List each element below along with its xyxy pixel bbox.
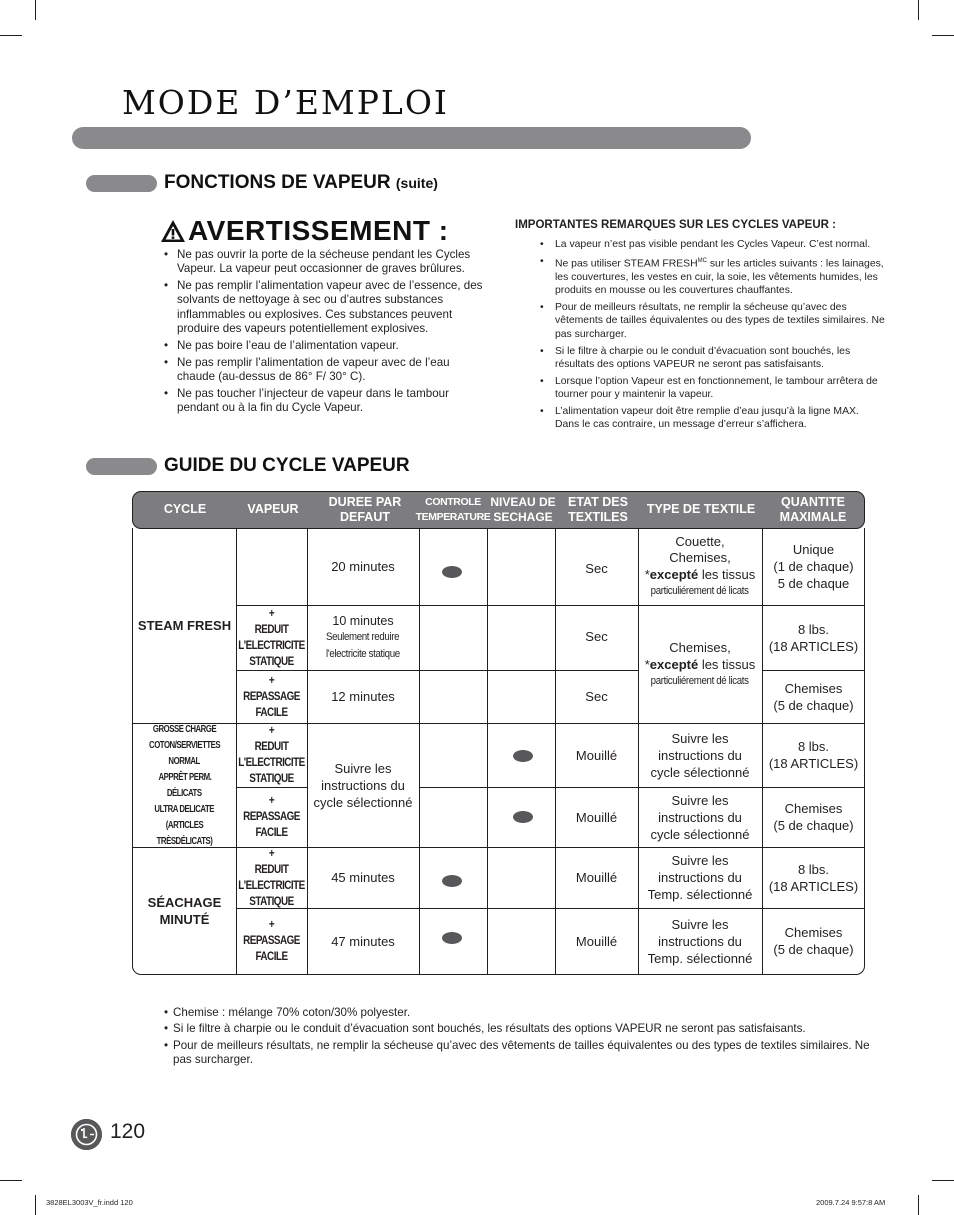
temperature-control-dot xyxy=(442,932,462,944)
vapeur-line: L'ELECTRICITE xyxy=(238,639,305,652)
type-asterisk: * xyxy=(644,566,650,582)
type-suivre-cycle xyxy=(638,787,762,847)
crop-mark xyxy=(35,1195,36,1215)
cycle-line: SÉACHAGE xyxy=(147,895,222,910)
etat-mouille: Mouillé xyxy=(575,809,618,825)
type-line: instructions du xyxy=(658,809,742,825)
temperature-control-dot xyxy=(442,875,462,887)
list-item: • Lorsque l’option Vapeur est en fonctionnement, le tambour arrêtera de tourner pour y maintenir la vapeur. xyxy=(515,375,885,402)
header-quantite xyxy=(763,492,863,527)
cycle-sechage-minute xyxy=(133,848,236,974)
duree-47-minutes: 47 minutes xyxy=(331,933,395,949)
duree-line: l'electricite statique xyxy=(326,647,400,660)
list-item: • L’alimentation vapeur doit être remplie d’eau jusqu’à la ligne MAX. Dans le cas contraire, un message d’erreur s’affichera. xyxy=(515,405,885,432)
type-line: Temp. sélectionné xyxy=(647,887,753,902)
warning-list xyxy=(160,248,490,416)
list-item: • Si le filtre à charpie ou le conduit d’évacuation sont bouchés, les résultats des options VAPEUR ne seront pas satisfaisants. xyxy=(160,1022,880,1036)
section-title-fonctions xyxy=(164,172,438,194)
type-line xyxy=(645,656,756,673)
header-line: CONTROLE xyxy=(425,495,481,508)
vapeur-repassage-facile xyxy=(241,670,302,723)
crop-mark xyxy=(932,35,954,36)
type-line: Chemises, xyxy=(669,550,731,565)
crop-mark xyxy=(35,0,36,20)
type-suivre-cycle xyxy=(638,723,762,787)
quantite-line: (1 de chaque) xyxy=(773,559,854,574)
header-controle xyxy=(416,492,490,527)
type-suivre-temp xyxy=(638,847,762,908)
vapeur-line: + xyxy=(268,795,275,807)
duree-line: Seulement reduire xyxy=(326,631,400,644)
section-pill xyxy=(86,175,157,192)
list-item: • Ne pas boire l’eau de l’alimentation vapeur. xyxy=(160,339,490,353)
type-line: Suivre les xyxy=(671,730,729,746)
cycle-line: APPRÊT PERM. xyxy=(158,771,211,783)
etat-mouille: Mouillé xyxy=(575,870,618,885)
cycle-line: COTON/SERVIETTES xyxy=(148,739,221,751)
title-underline-bar xyxy=(72,127,751,149)
cycle-grosse-charge xyxy=(133,724,236,847)
vapeur-line: L'ELECTRICITE xyxy=(238,757,305,769)
vapeur-line: FACILE xyxy=(255,706,288,719)
quantite-8-lbs xyxy=(762,847,865,908)
header-line: DUREE PAR xyxy=(328,494,402,509)
quantite-line: 8 lbs. xyxy=(797,739,830,754)
type-line: Suivre les xyxy=(671,853,729,868)
quantite-line: 8 lbs. xyxy=(797,861,830,877)
type-suivre-temp xyxy=(638,908,762,974)
duree-45-minutes: 45 minutes xyxy=(331,870,395,885)
note-text: Ne pas utiliser STEAM FRESH xyxy=(555,258,698,270)
section-title-text: FONCTIONS DE VAPEUR xyxy=(164,172,391,193)
duree-20-minutes: 20 minutes xyxy=(331,559,395,574)
vapeur-reduit-electricite xyxy=(238,847,305,908)
cycle-line: DÉLICATS xyxy=(167,787,202,799)
type-line: instructions du xyxy=(658,933,742,949)
quantite-line: Chemises xyxy=(784,801,843,816)
quantite-8-lbs xyxy=(762,605,865,670)
type-chemises xyxy=(638,605,762,723)
note-text: sur les articles suivants : les lainages, les couvertures, les vestes en cuir, la soie, les vêtements humides, les produits en mousse ou les couvertures chauffantes. xyxy=(555,258,884,297)
header-line: DEFAUT xyxy=(340,509,390,524)
etat-mouille: Mouillé xyxy=(575,933,618,949)
type-line: Chemises, xyxy=(669,639,731,655)
print-slug-file: 3828EL3003V_fr.indd 120 xyxy=(46,1198,133,1207)
vapeur-line: + xyxy=(268,674,275,687)
type-asterisk: * xyxy=(644,656,650,672)
type-text: les tissus xyxy=(698,566,756,582)
vapeur-line: STATIQUE xyxy=(249,895,294,908)
type-excepte: excepté xyxy=(649,656,699,672)
crop-mark xyxy=(918,0,919,20)
duree-10-minutes xyxy=(307,605,419,670)
quantite-8-lbs xyxy=(762,723,865,787)
type-line: Temp. sélectionné xyxy=(647,950,753,966)
vapeur-line: STATIQUE xyxy=(249,655,294,668)
type-line: Suivre les xyxy=(671,792,729,808)
list-item: • La vapeur n’est pas visible pendant les Cycles Vapeur. C’est normal. xyxy=(515,238,885,252)
list-item: • Pour de meilleurs résultats, ne remplir la sécheuse qu’avec des vêtements de tailles équivalentes ou des types de textiles similaires. Ne pas surcharger. xyxy=(515,301,885,342)
duree-line: cycle sélectionné xyxy=(313,794,413,810)
warning-title xyxy=(160,214,490,248)
section-title-guide: GUIDE DU CYCLE VAPEUR xyxy=(164,455,410,476)
duree-line: instructions du xyxy=(321,777,405,793)
quantite-line: (18 ARTICLES) xyxy=(768,756,859,771)
vapeur-line: REPASSAGE xyxy=(243,690,300,703)
list-item: • Si le filtre à charpie ou le conduit d’évacuation sont bouchés, les résultats des options VAPEUR ne seront pas satisfaisants. xyxy=(515,345,885,372)
vapeur-line: L'ELECTRICITE xyxy=(238,879,305,892)
header-vapeur: VAPEUR xyxy=(247,502,299,516)
type-line: particuliérement dé licats xyxy=(651,674,749,687)
type-line: Suivre les xyxy=(671,916,729,932)
header-type: TYPE DE TEXTILE xyxy=(646,502,756,516)
type-line: particuliérement dé licats xyxy=(651,585,749,597)
drying-level-dot xyxy=(513,811,533,823)
list-item xyxy=(515,255,885,298)
header-line: TEMPERATURE xyxy=(415,510,491,523)
type-line: instructions du xyxy=(658,870,742,885)
duree-suivre-instructions xyxy=(307,723,419,847)
quantite-line: (5 de chaque) xyxy=(773,697,854,713)
duree-line: 10 minutes xyxy=(332,613,394,628)
drying-level-dot xyxy=(513,750,533,762)
list-item: • Pour de meilleurs résultats, ne remplir la sécheuse qu’avec des vêtements de tailles équivalentes ou des types de textiles similaires. Ne pas surcharger. xyxy=(160,1039,880,1068)
header-line: MAXIMALE xyxy=(779,509,847,524)
footer-list xyxy=(160,1006,880,1067)
cycle-line: NORMAL xyxy=(168,755,201,767)
quantite-line: (18 ARTICLES) xyxy=(768,878,859,894)
vapeur-reduit-electricite xyxy=(238,605,305,670)
vapeur-line: FACILE xyxy=(255,827,288,839)
quantite-line: (5 de chaque) xyxy=(773,818,854,833)
header-line: TEXTILES xyxy=(568,509,628,524)
section-pill xyxy=(86,458,157,475)
vapeur-line: + xyxy=(268,725,275,737)
quantite-line: 8 lbs. xyxy=(797,621,830,637)
quantite-chemises xyxy=(762,670,865,723)
header-line: QUANTITE xyxy=(781,494,845,509)
warning-title-text: AVERTISSEMENT : xyxy=(188,215,449,246)
temperature-control-dot xyxy=(442,566,462,578)
steam-cycle-table xyxy=(132,528,865,975)
vapeur-line: STATIQUE xyxy=(249,773,294,785)
vapeur-repassage-facile xyxy=(241,908,302,974)
cycle-steam-fresh: STEAM FRESH xyxy=(137,618,232,633)
header-line: NIVEAU DE xyxy=(490,494,556,509)
type-line: cycle sélectionné xyxy=(650,764,750,780)
vapeur-line: + xyxy=(268,919,275,931)
vapeur-line: FACILE xyxy=(255,951,288,963)
header-cycle: CYCLE xyxy=(163,502,207,516)
quantite-line: (18 ARTICLES) xyxy=(768,638,859,654)
trademark-sup: MC xyxy=(697,257,707,264)
cycle-line: MINUTÉ xyxy=(159,912,210,927)
crop-mark xyxy=(932,1180,954,1181)
quantite-unique xyxy=(762,528,865,605)
list-item: • Ne pas toucher l’injecteur de vapeur dans le tambour pendant ou à la fin du Cycle Vapeur. xyxy=(160,387,490,416)
cycle-line: GROSSE CHARGE xyxy=(152,723,217,735)
quantite-line: (5 de chaque) xyxy=(773,942,854,957)
list-item: • Ne pas remplir l’alimentation vapeur avec de l’essence, des solvants de nettoyage à sec ou d’autres substances inflammables ou explosives. Ces substances peuvent produire des vapeurs potentiellement explosives. xyxy=(160,279,490,336)
header-etat xyxy=(556,492,640,527)
etat-sec: Sec xyxy=(585,628,608,644)
vapeur-reduit-electricite xyxy=(238,723,305,787)
vapeur-line: REDUIT xyxy=(254,741,289,753)
duree-12-minutes: 12 minutes xyxy=(331,689,395,704)
table-header xyxy=(132,491,865,529)
vapeur-line: REPASSAGE xyxy=(243,811,300,823)
list-item: • Chemise : mélange 70% coton/30% polyester. xyxy=(160,1006,880,1020)
warning-block xyxy=(160,214,490,418)
footer-notes xyxy=(160,1006,880,1069)
type-line: instructions du xyxy=(658,747,742,763)
etat-sec: Sec xyxy=(585,689,608,704)
type-line xyxy=(645,567,756,584)
section-title-suffix: (suite) xyxy=(395,175,438,191)
duree-line: Suivre les xyxy=(334,760,392,776)
header-niveau xyxy=(488,492,558,527)
type-line: Couette, xyxy=(675,533,725,549)
quantite-line: Unique xyxy=(792,542,835,557)
quantite-line: Chemises xyxy=(784,680,843,696)
lg-logo-icon xyxy=(71,1119,102,1150)
vapeur-line: + xyxy=(268,607,275,620)
quantite-line: Chemises xyxy=(784,925,843,940)
vapeur-line: REPASSAGE xyxy=(243,935,300,947)
warning-triangle-icon xyxy=(160,219,186,243)
print-slug-date: 2009.7.24 9:57:8 AM xyxy=(816,1198,886,1207)
quantite-line: 5 de chaque xyxy=(777,576,850,591)
header-line: SECHAGE xyxy=(493,509,553,524)
crop-mark xyxy=(0,1180,22,1181)
vapeur-repassage-facile xyxy=(241,787,302,847)
page-title: MODE D’EMPLOI xyxy=(122,83,449,122)
cycle-line: ULTRA DELICATE xyxy=(154,803,215,815)
page-number: 120 xyxy=(110,1120,146,1143)
notes-block xyxy=(515,219,885,435)
quantite-chemises xyxy=(762,787,865,847)
notes-list xyxy=(515,238,885,432)
type-couette xyxy=(638,528,762,605)
header-line: ETAT DES xyxy=(568,494,628,509)
etat-mouille: Mouillé xyxy=(575,747,618,763)
crop-mark xyxy=(0,35,22,36)
type-excepte: excepté xyxy=(649,566,699,582)
etat-sec: Sec xyxy=(585,560,608,576)
quantite-chemises xyxy=(762,908,865,974)
notes-title: IMPORTANTES REMARQUES SUR LES CYCLES VAPEUR : xyxy=(515,219,836,231)
vapeur-line: REDUIT xyxy=(254,623,289,636)
type-line: cycle sélectionné xyxy=(650,826,750,842)
lg-logo-mark xyxy=(71,1119,102,1150)
type-text: les tissus xyxy=(698,656,756,672)
vapeur-line: + xyxy=(268,847,275,860)
list-item: • Ne pas remplir l’alimentation de vapeur avec de l’eau chaude (au-dessus de 86° F/ 30° C). xyxy=(160,356,490,385)
cycle-line: (ARTICLES TRÈSDÉLICATS) xyxy=(156,819,213,847)
list-item: • Ne pas ouvrir la porte de la sécheuse pendant les Cycles Vapeur. La vapeur peut occasionner de graves brûlures. xyxy=(160,248,490,277)
header-duree xyxy=(309,492,421,527)
vapeur-line: REDUIT xyxy=(254,863,289,876)
crop-mark xyxy=(918,1195,919,1215)
